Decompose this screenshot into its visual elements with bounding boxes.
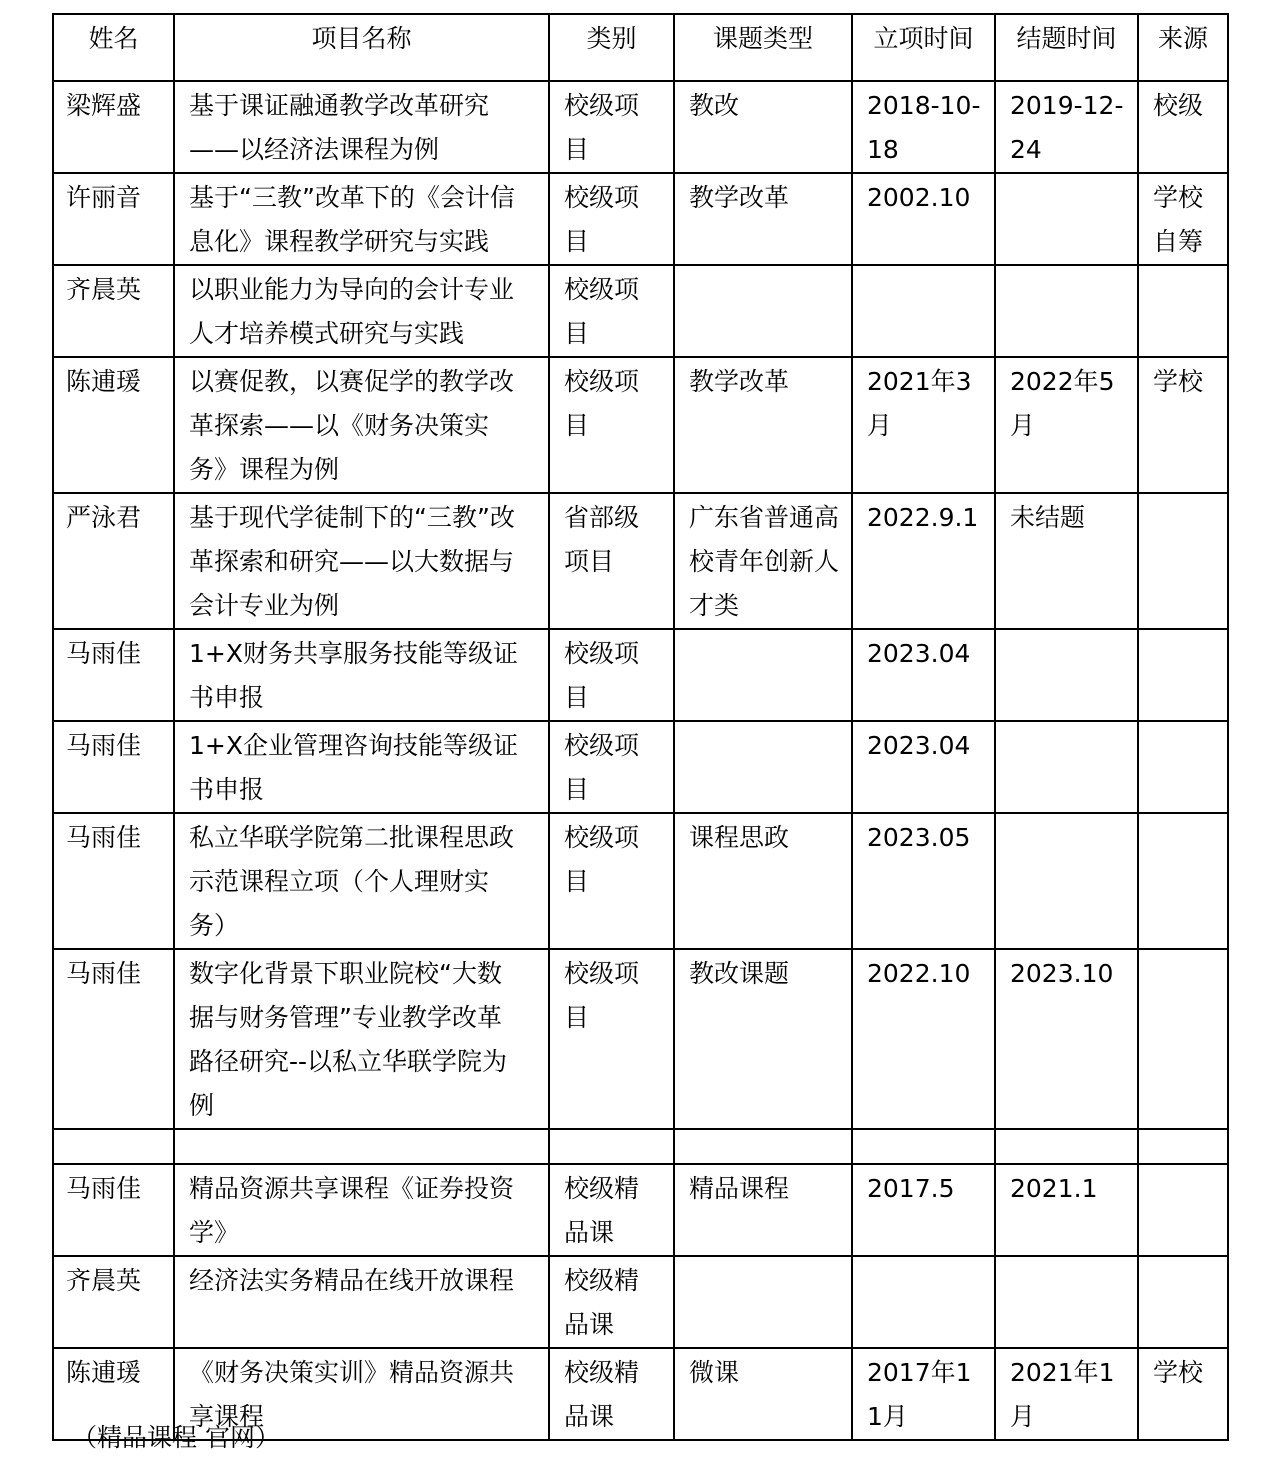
- header-end: 结题时间: [995, 14, 1138, 81]
- cell-source: 学校: [1138, 357, 1228, 493]
- cell-title: 1+X企业管理咨询技能等级证书申报: [174, 721, 549, 813]
- cell-start: 2023.04: [852, 629, 995, 721]
- cell-type: [674, 265, 852, 357]
- cell-type: [674, 1129, 852, 1164]
- cell-end: [995, 173, 1138, 265]
- cell-type: 教改: [674, 81, 852, 173]
- footnote: （精品课程 官网）: [72, 1423, 280, 1452]
- cell-source: [1138, 949, 1228, 1129]
- table-row: [53, 81, 1228, 173]
- cell-category: 校级项目: [549, 81, 674, 173]
- table-row: [53, 949, 1228, 1129]
- cell-name: 马雨佳: [53, 813, 174, 949]
- cell-category: 校级项目: [549, 265, 674, 357]
- cell-end: [995, 721, 1138, 813]
- projects-table: [52, 13, 1229, 1441]
- cell-source: [1138, 1164, 1228, 1256]
- cell-end: 2021.1: [995, 1164, 1138, 1256]
- cell-name: 马雨佳: [53, 629, 174, 721]
- cell-start: 2023.05: [852, 813, 995, 949]
- cell-title: 数字化背景下职业院校“大数据与财务管理”专业教学改革路径研究--以私立华联学院为例: [174, 949, 549, 1129]
- cell-end: 未结题: [995, 493, 1138, 629]
- cell-type: 教学改革: [674, 357, 852, 493]
- cell-title: [174, 1129, 549, 1164]
- cell-start: 2023.04: [852, 721, 995, 813]
- cell-start: [852, 1129, 995, 1164]
- cell-category: 校级项目: [549, 173, 674, 265]
- cell-type: [674, 721, 852, 813]
- table-row: [53, 173, 1228, 265]
- cell-type: 精品课程: [674, 1164, 852, 1256]
- cell-source: [1138, 265, 1228, 357]
- cell-name: 陈逋瑗: [53, 357, 174, 493]
- cell-type: 广东省普通高校青年创新人才类: [674, 493, 852, 629]
- cell-title: 基于“三教”改革下的《会计信息化》课程教学研究与实践: [174, 173, 549, 265]
- cell-title: 精品资源共享课程《证券投资学》: [174, 1164, 549, 1256]
- cell-category: 校级项目: [549, 721, 674, 813]
- cell-name: 齐晨英: [53, 265, 174, 357]
- table-row: [53, 721, 1228, 813]
- cell-start: 2022.9.1: [852, 493, 995, 629]
- table-row: [53, 265, 1228, 357]
- cell-title: 基于课证融通教学改革研究——以经济法课程为例: [174, 81, 549, 173]
- header-name: 姓名: [53, 14, 174, 81]
- table-row: [53, 493, 1228, 629]
- cell-type: 教改课题: [674, 949, 852, 1129]
- cell-end: 2023.10: [995, 949, 1138, 1129]
- cell-source: [1138, 493, 1228, 629]
- cell-title: 基于现代学徒制下的“三教”改革探索和研究——以大数据与会计专业为例: [174, 493, 549, 629]
- cell-category: 校级项目: [549, 813, 674, 949]
- cell-category: [549, 1129, 674, 1164]
- cell-category: 校级精品课: [549, 1164, 674, 1256]
- cell-type: [674, 629, 852, 721]
- cell-end: [995, 629, 1138, 721]
- cell-title: 以赛促教，以赛促学的教学改革探索——以《财务决策实务》课程为例: [174, 357, 549, 493]
- cell-name: 陈逋瑗: [53, 1348, 174, 1440]
- cell-end: 2022年5月: [995, 357, 1138, 493]
- cell-start: [852, 265, 995, 357]
- cell-source: [1138, 1129, 1228, 1164]
- cell-source: 校级: [1138, 81, 1228, 173]
- cell-source: [1138, 721, 1228, 813]
- cell-source: 学校: [1138, 1348, 1228, 1440]
- cell-type: [674, 1256, 852, 1348]
- cell-title: 《财务决策实训》精品资源共享课程: [174, 1348, 549, 1440]
- cell-source: [1138, 629, 1228, 721]
- cell-end: 2019-12-24: [995, 81, 1138, 173]
- header-row: [53, 14, 1228, 81]
- cell-end: [995, 813, 1138, 949]
- cell-type: 课程思政: [674, 813, 852, 949]
- cell-category: 省部级项目: [549, 493, 674, 629]
- cell-name: 许丽音: [53, 173, 174, 265]
- cell-start: 2021年3月: [852, 357, 995, 493]
- cell-source: [1138, 813, 1228, 949]
- header-title: 项目名称: [174, 14, 549, 81]
- header-type: 课题类型: [674, 14, 852, 81]
- cell-category: 校级项目: [549, 357, 674, 493]
- cell-source: [1138, 1256, 1228, 1348]
- cell-name: 齐晨英: [53, 1256, 174, 1348]
- cell-start: 2017.5: [852, 1164, 995, 1256]
- table-row: [53, 813, 1228, 949]
- cell-name: 马雨佳: [53, 949, 174, 1129]
- cell-title: 私立华联学院第二批课程思政示范课程立项（个人理财实务）: [174, 813, 549, 949]
- header-category: 类别: [549, 14, 674, 81]
- cell-name: 梁辉盛: [53, 81, 174, 173]
- cell-start: 2022.10: [852, 949, 995, 1129]
- cell-name: [53, 1129, 174, 1164]
- cell-name: 马雨佳: [53, 721, 174, 813]
- cell-end: [995, 265, 1138, 357]
- table-row: [53, 1164, 1228, 1256]
- cell-start: 2018-10-18: [852, 81, 995, 173]
- cell-start: 2002.10: [852, 173, 995, 265]
- cell-category: 校级项目: [549, 629, 674, 721]
- cell-title: 以职业能力为导向的会计专业人才培养模式研究与实践: [174, 265, 549, 357]
- table-row: [53, 629, 1228, 721]
- cell-type: 微课: [674, 1348, 852, 1440]
- cell-name: 马雨佳: [53, 1164, 174, 1256]
- header-start: 立项时间: [852, 14, 995, 81]
- cell-end: 2021年1月: [995, 1348, 1138, 1440]
- cell-title: 经济法实务精品在线开放课程: [174, 1256, 549, 1348]
- cell-start: 2017年11月: [852, 1348, 995, 1440]
- cell-category: 校级精品课: [549, 1256, 674, 1348]
- header-source: 来源: [1138, 14, 1228, 81]
- cell-end: [995, 1129, 1138, 1164]
- cell-title: 1+X财务共享服务技能等级证书申报: [174, 629, 549, 721]
- cell-category: 校级精品课: [549, 1348, 674, 1440]
- cell-end: [995, 1256, 1138, 1348]
- cell-source: 学校自筹: [1138, 173, 1228, 265]
- cell-name: 严泳君: [53, 493, 174, 629]
- table-row: [53, 357, 1228, 493]
- table-row: [53, 1129, 1228, 1164]
- cell-start: [852, 1256, 995, 1348]
- cell-type: 教学改革: [674, 173, 852, 265]
- cell-category: 校级项目: [549, 949, 674, 1129]
- table-row: [53, 1256, 1228, 1348]
